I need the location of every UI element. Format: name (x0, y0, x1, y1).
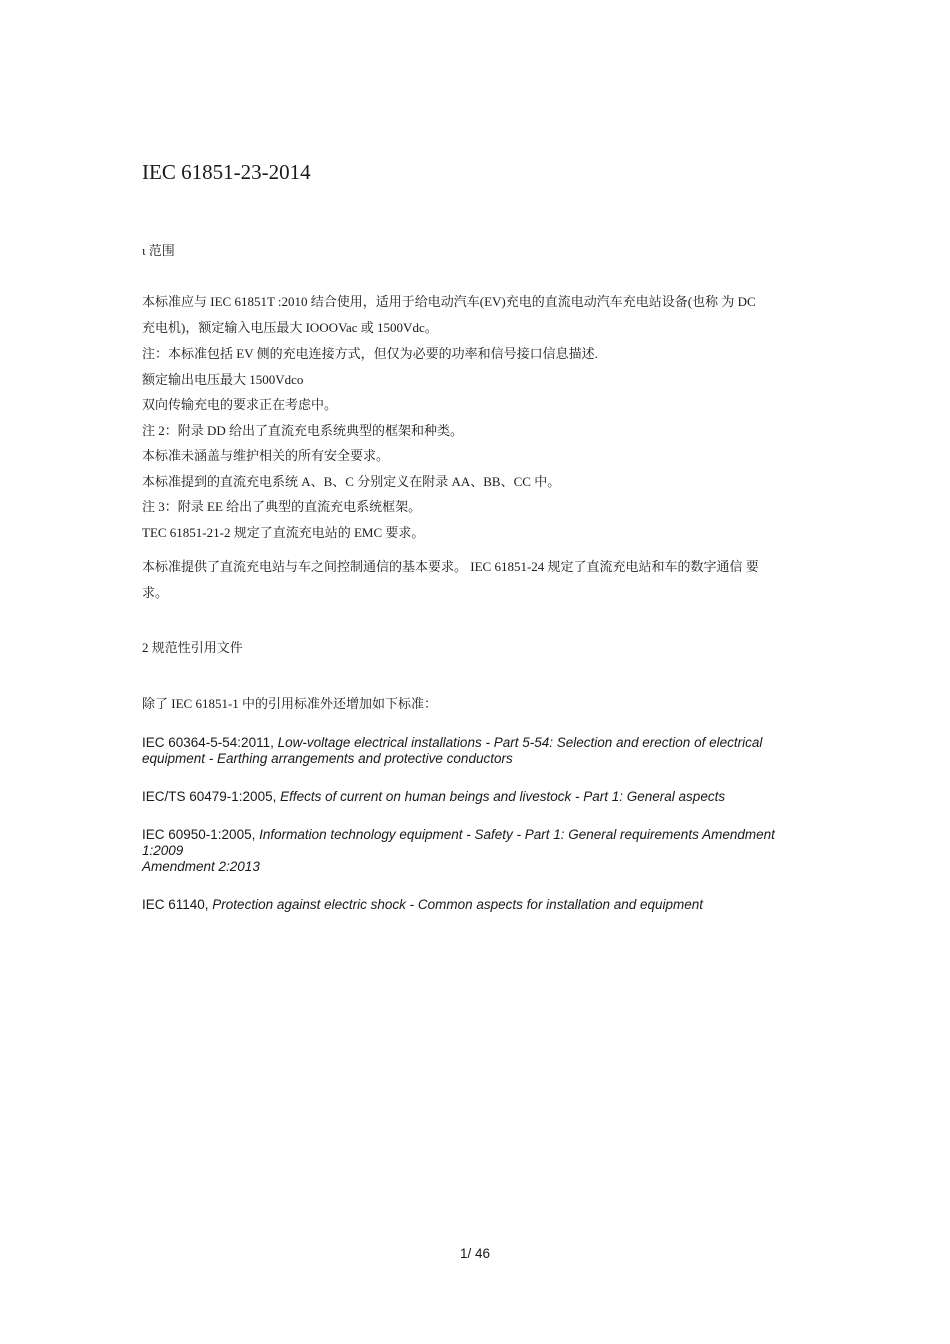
reference-id: IEC 60950-1:2005, (142, 827, 260, 842)
references-list (142, 735, 822, 935)
scope-paragraph-line: 本标准应与 IEC 61851T :2010 结合使用，适用于给电动汽车(EV)充电的直流电动汽车充电站设备(也称 为 DC (142, 294, 756, 309)
scope-line: 注 2：附录 DD 给出了直流充电系统典型的框架和种类。 (142, 422, 464, 438)
document-title: IEC 61851-23-2014 (142, 160, 311, 184)
reference-item (142, 897, 822, 913)
reference-item (142, 827, 822, 875)
scope-line: 注 3：附录 EE 给出了典型的直流充电系统框架。 (142, 499, 422, 514)
reference-title: Information technology equipment - Safety - Part 1: General requirements Amendment (259, 827, 775, 842)
reference-item (142, 735, 822, 767)
scope-line: 本标准未涵盖与维护相关的所有安全要求。 (142, 448, 390, 463)
page-number: 1/ 46 (459, 1246, 491, 1261)
reference-id: IEC 61140, (142, 897, 213, 912)
communication-paragraph-line: 求。 (142, 585, 169, 600)
communication-paragraph-line: 本标准提供了直流充电站与车之间控制通信的基本要求。 IEC 61851-24 规定了直流充电站和车的数字通信 要 (142, 559, 759, 574)
reference-title-continued: equipment - Earthing arrangements and protective conductors (142, 751, 513, 766)
reference-id: IEC 60364-5-54:2011, (142, 735, 278, 750)
scope-line: TEC 61851-21-2 规定了直流充电站的 EMC 要求。 (142, 524, 425, 540)
reference-amendment: Amendment 2:2013 (142, 859, 260, 874)
reference-id: IEC/TS 60479-1:2005, (142, 789, 281, 804)
scope-paragraph (142, 289, 814, 341)
scope-line: 本标准提到的直流充电系统 A、B、C 分别定义在附录 AA、BB、CC 中。 (142, 473, 561, 489)
reference-title: Low-voltage electrical installations - Part 5-54: Selection and erection of electrical (277, 735, 763, 750)
communication-paragraph (142, 554, 814, 606)
references-intro: 除了 IEC 61851-1 中的引用标准外还增加如下标准： (142, 696, 438, 711)
reference-item (142, 789, 822, 805)
scope-paragraph-line: 充电机)，额定输入电压最大 IOOOVac 或 1500Vdc。 (142, 320, 438, 335)
reference-title: Protection against electric shock - Common aspects for installation and equipment (212, 897, 704, 912)
section-1-heading: ι 范围 (142, 243, 175, 258)
section-2-heading: 2 规范性引用文件 (142, 640, 243, 655)
reference-title: Effects of current on human beings and livestock - Part 1: General aspects (280, 789, 726, 804)
scope-line: 双向传输充电的要求正在考虑中。 (142, 397, 338, 412)
reference-title-continued: 1:2009 (142, 843, 184, 858)
scope-lines (142, 341, 814, 545)
scope-line: 注：本标准包括 EV 侧的充电连接方式，但仅为必要的功率和信号接口信息描述. (142, 346, 598, 361)
scope-line: 额定输出电压最大 1500Vdco (142, 371, 304, 387)
